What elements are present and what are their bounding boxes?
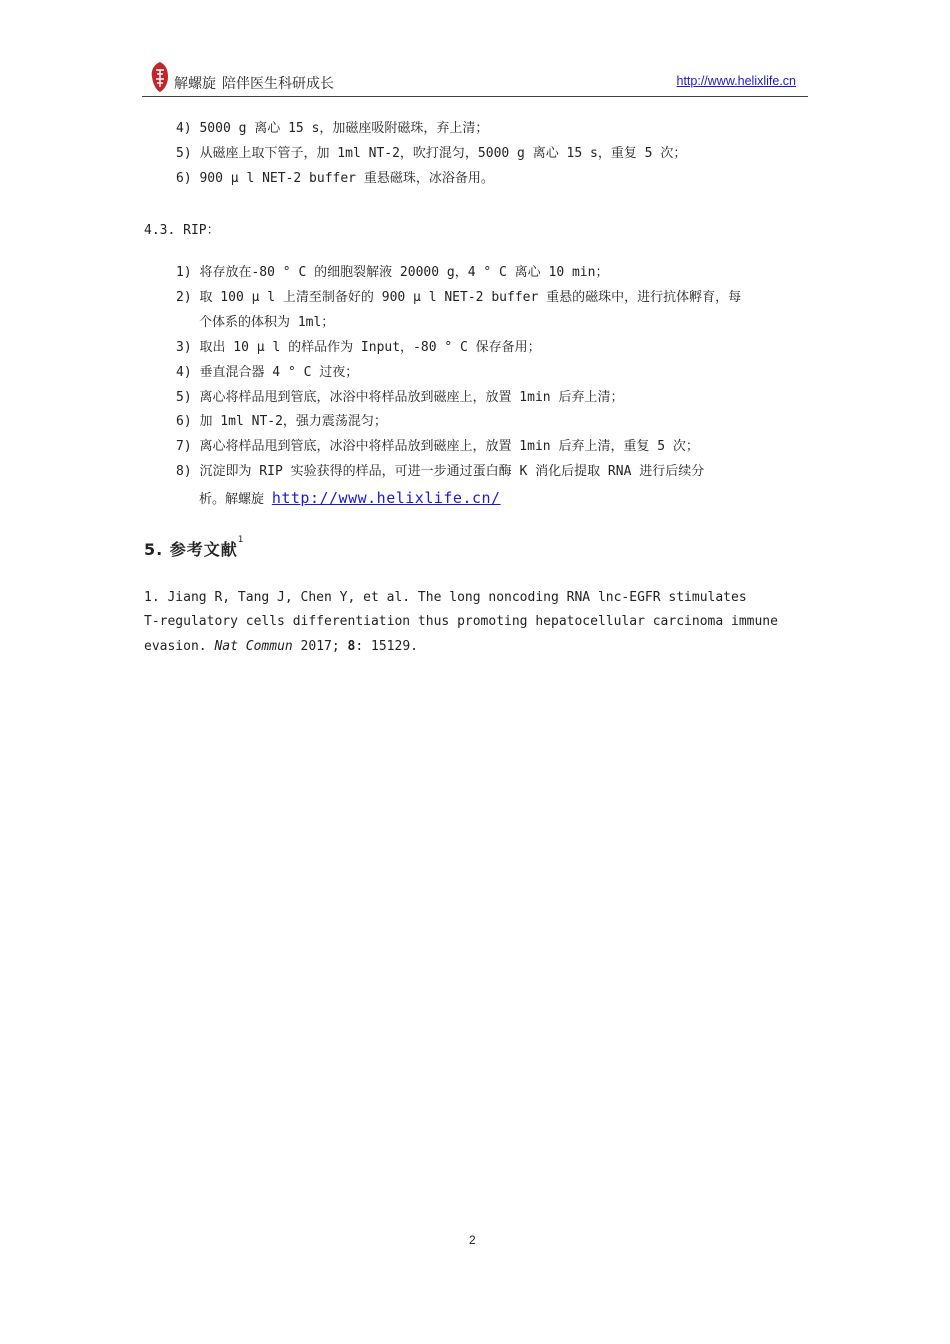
brand-name: 解螺旋 <box>174 76 216 92</box>
ref-text: evasion. <box>144 639 215 654</box>
page-number: 2 <box>469 1233 476 1247</box>
header-url-link[interactable]: http://www.helixlife.cn <box>676 74 796 88</box>
reference-line <box>144 639 418 654</box>
footnote-marker: 1 <box>237 535 245 545</box>
brand-slogan: 陪伴医生科研成长 <box>222 76 334 92</box>
list-item: 5) 从磁座上取下管子，加 1ml NT-2，吹打混匀，5000 g 离心 15 s，重复 5 次； <box>176 146 687 161</box>
ref-pages: : 15129. <box>355 639 418 654</box>
list-item: 4) 5000 g 离心 15 s，加磁座吸附磁珠，弃上清； <box>176 121 489 136</box>
list-item: 6) 900 μ l NET-2 buffer 重悬磁珠，冰浴备用。 <box>176 171 494 186</box>
list-item: 8) 沉淀即为 RIP 实验获得的样品，可进一步通过蛋白酶 K 消化后提取 RNA 进行后续分 <box>176 464 705 479</box>
section-heading-references <box>144 537 245 560</box>
item8-text: 析。解螺旋 <box>199 492 265 507</box>
reference-line: 1. Jiang R, Tang J, Chen Y, et al. The long noncoding RNA lnc-EGFR stimulates <box>144 590 747 605</box>
section-heading-4-3: 4.3. RIP： <box>144 223 220 238</box>
list-item: 3) 取出 10 μ l 的样品作为 Input，-80 ° C 保存备用； <box>176 340 541 355</box>
list-item: 4) 垂直混合器 4 ° C 过夜； <box>176 365 359 380</box>
journal-name: Nat Commun <box>214 639 293 654</box>
list-item-continuation: 个体系的体积为 1ml； <box>199 315 335 330</box>
helixlife-link[interactable]: http://www.helixlife.cn/ <box>271 489 501 507</box>
helixlife-logo-icon <box>148 61 172 93</box>
list-item-continuation <box>199 490 501 507</box>
journal-volume: 8 <box>347 639 356 654</box>
list-item: 7) 离心将样品甩到管底，冰浴中将样品放到磁座上，放置 1min 后弃上清，重复 5 次； <box>176 439 699 454</box>
list-item: 2) 取 100 μ l 上清至制备好的 900 μ l NET-2 buffer 重悬的磁珠中，进行抗体孵育，每 <box>176 290 742 305</box>
ref-year: 2017; <box>292 639 348 654</box>
header-brand <box>174 73 334 93</box>
references-title: 5. 参考文献 <box>144 540 238 559</box>
list-item: 6) 加 1ml NT-2，强力震荡混匀； <box>176 414 387 429</box>
list-item: 5) 离心将样品甩到管底，冰浴中将样品放到磁座上，放置 1min 后弃上清； <box>176 390 624 405</box>
list-item: 1) 将存放在-80 ° C 的细胞裂解液 20000 g，4 ° C 离心 10 min； <box>176 265 609 280</box>
page-header <box>142 60 808 97</box>
reference-line: T-regulatory cells differentiation thus promoting hepatocellular carcinoma immune <box>144 614 778 629</box>
